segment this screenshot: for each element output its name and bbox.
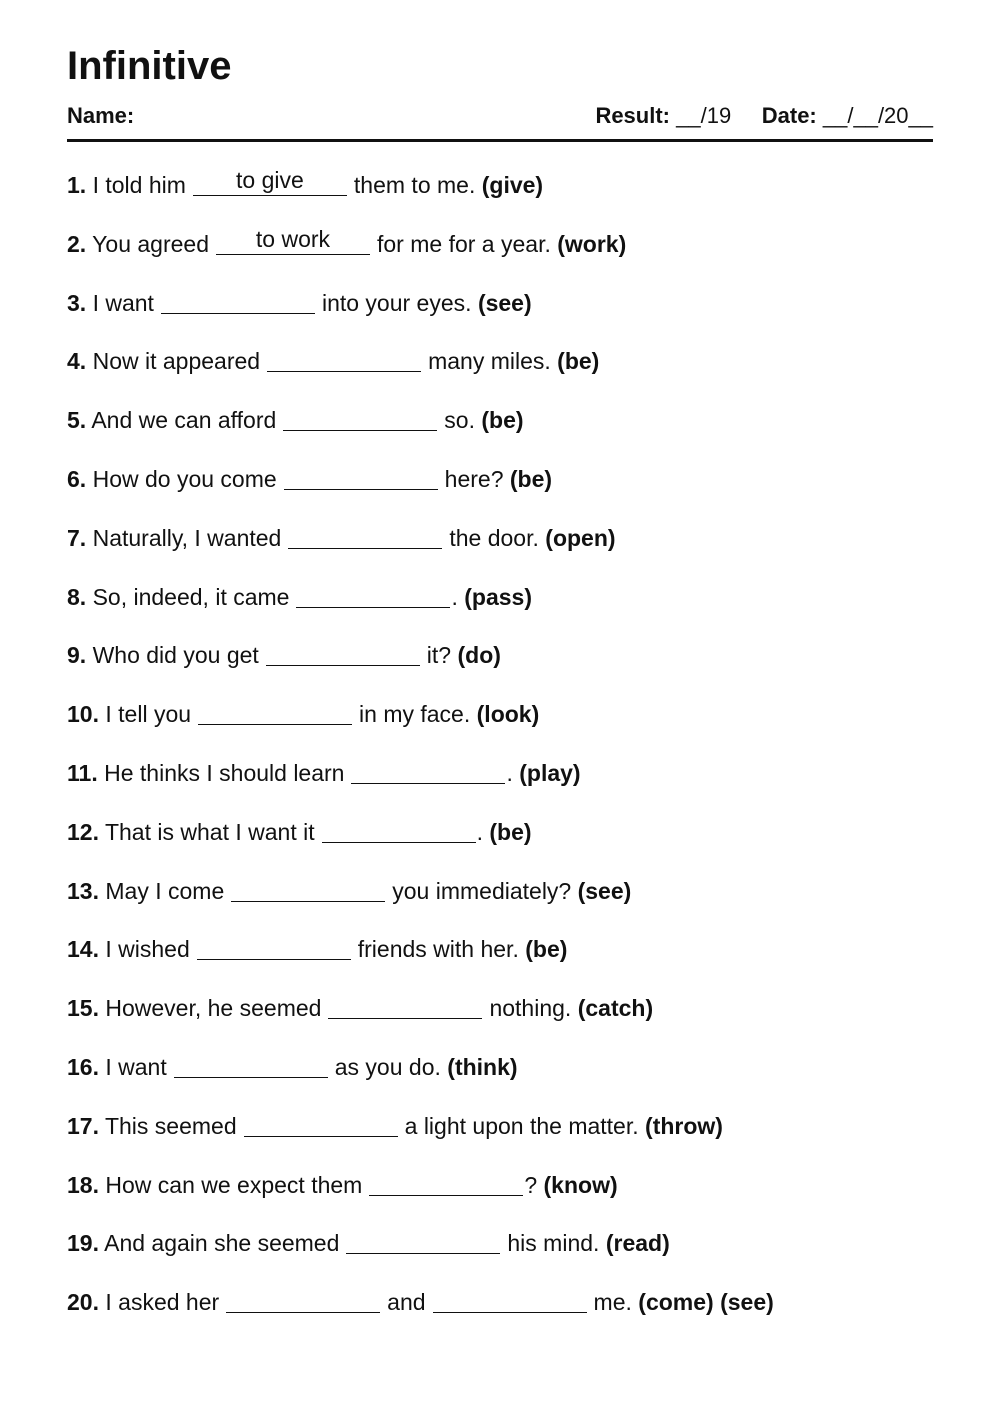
verb-hint: (be) <box>489 818 532 845</box>
question-text-before: How can we expect them <box>105 1171 363 1198</box>
question-text-before: However, he seemed <box>105 995 322 1022</box>
question-number: 7. <box>67 524 87 551</box>
question-text-after: as you do. <box>334 1053 441 1080</box>
question-text-before: I wished <box>105 936 190 963</box>
question-text-before: Who did you get <box>92 642 259 669</box>
answer-blank[interactable] <box>433 1288 587 1313</box>
answer-blank[interactable] <box>346 1229 500 1254</box>
question-text-before: This seemed <box>104 1112 237 1139</box>
question-text-after: me. <box>593 1289 632 1316</box>
question-number: 11. <box>67 759 98 786</box>
verb-hint: (give) <box>481 172 544 198</box>
question-number: 1. <box>67 172 87 198</box>
question-text-before: I tell you <box>105 701 192 728</box>
question-text-after: the door. <box>449 524 539 551</box>
result-label: Result: <box>595 103 670 128</box>
verb-hint: (be) <box>509 465 553 492</box>
answer-blank[interactable] <box>369 1171 523 1196</box>
question-item <box>67 1287 947 1346</box>
question-text-before: I told him <box>92 172 186 198</box>
question-item <box>67 1228 947 1287</box>
verb-hint: (see) <box>577 877 632 904</box>
verb-hint: (be) <box>557 348 600 375</box>
question-number: 14. <box>67 936 99 963</box>
answer-blank[interactable] <box>296 583 450 608</box>
question-item <box>67 699 947 758</box>
verb-hint: (throw) <box>645 1112 723 1139</box>
verb-hint: (be) <box>481 407 524 434</box>
question-number: 16. <box>67 1053 99 1080</box>
question-item <box>67 225 947 288</box>
question-text-before: Now it appeared <box>92 348 261 375</box>
answer-blank[interactable] <box>193 167 347 196</box>
question-number: 17. <box>67 1112 99 1139</box>
date-label: Date: <box>761 103 817 128</box>
verb-hint: (pass) <box>464 583 533 610</box>
question-item <box>67 640 947 699</box>
answer-blank[interactable] <box>283 406 437 431</box>
question-text-after: friends with her. <box>357 936 519 963</box>
question-item <box>67 167 947 229</box>
question-text-after: . <box>476 818 483 845</box>
answer-blank[interactable] <box>351 759 505 784</box>
question-item <box>67 876 947 935</box>
question-number: 9. <box>67 642 87 669</box>
name-label: Name: <box>67 103 135 128</box>
answer-blank[interactable] <box>198 700 352 725</box>
question-number: 13. <box>67 877 99 904</box>
verb-hint: (do) <box>457 642 501 669</box>
verb-hint: (know) <box>543 1171 618 1198</box>
question-item <box>67 993 947 1052</box>
question-text-after: . <box>451 583 458 610</box>
question-text-before: May I come <box>105 877 225 904</box>
answer-blank[interactable] <box>288 524 442 549</box>
question-number: 15. <box>67 995 99 1022</box>
question-text-before: I asked her <box>105 1289 220 1316</box>
question-text-after: ? <box>524 1171 538 1198</box>
answer-blank[interactable] <box>174 1053 328 1078</box>
question-number: 12. <box>67 818 99 845</box>
question-text-after: . <box>506 759 513 786</box>
question-text-after: so. <box>444 407 475 434</box>
verb-hint: (catch) <box>577 995 654 1022</box>
question-text-after: many miles. <box>428 348 551 375</box>
question-item <box>67 582 947 641</box>
answer-blank[interactable] <box>231 877 385 902</box>
question-text-after: his mind. <box>507 1230 600 1257</box>
question-item <box>67 288 947 347</box>
question-text-middle: and <box>387 1289 426 1316</box>
question-text-after: them to me. <box>353 172 476 198</box>
question-text-after: for me for a year. <box>377 230 551 257</box>
answer-blank[interactable] <box>267 347 421 372</box>
answer-blank[interactable] <box>161 289 315 314</box>
verb-hint: (work) <box>557 230 627 257</box>
answer-blank[interactable] <box>328 994 482 1019</box>
question-text-after: nothing. <box>489 995 572 1022</box>
question-item <box>67 346 947 405</box>
question-text-before: So, indeed, it came <box>92 583 290 610</box>
question-number: 18. <box>67 1171 99 1198</box>
question-text-before: He thinks I should learn <box>104 759 345 786</box>
answer-blank[interactable] <box>322 818 476 843</box>
verb-hint: (see) <box>477 289 532 316</box>
question-text-before: That is what I want it <box>104 818 315 845</box>
question-text-before: You agreed <box>92 230 209 257</box>
question-text-before: And we can afford <box>91 407 277 434</box>
question-item <box>67 934 947 993</box>
question-text-before: And again she seemed <box>104 1230 340 1257</box>
question-text-before: How do you come <box>92 465 277 492</box>
question-item <box>67 405 947 464</box>
answer-blank[interactable] <box>197 935 351 960</box>
question-list <box>67 167 947 1346</box>
question-number: 6. <box>67 465 87 492</box>
question-number: 2. <box>67 230 87 257</box>
verb-hint: (look) <box>476 701 540 728</box>
question-text-before: Naturally, I wanted <box>92 524 282 551</box>
result-value: __/19 <box>676 103 732 128</box>
question-text-after: it? <box>426 642 452 669</box>
answer-text: to work <box>255 225 331 252</box>
question-number: 4. <box>67 348 87 375</box>
result-date-group <box>595 103 933 129</box>
verb-hint: (think) <box>447 1053 518 1080</box>
question-item <box>67 1170 947 1229</box>
question-item <box>67 523 947 582</box>
question-item <box>67 1111 947 1170</box>
question-text-after: you immediately? <box>392 877 572 904</box>
question-item <box>67 758 947 817</box>
answer-blank[interactable] <box>284 465 438 490</box>
question-number: 19. <box>67 1230 99 1257</box>
question-number: 5. <box>67 407 87 434</box>
verb-hint: (come) (see) <box>638 1289 774 1316</box>
verb-hint: (read) <box>605 1230 670 1257</box>
date-value: __/__/20__ <box>822 103 933 128</box>
verb-hint: (play) <box>519 759 581 786</box>
question-text-before: I want <box>92 289 154 316</box>
question-text-after: into your eyes. <box>321 289 472 316</box>
question-item <box>67 464 947 523</box>
question-text-before: I want <box>105 1053 167 1080</box>
question-text-after: in my face. <box>359 701 471 728</box>
answer-blank[interactable] <box>244 1112 398 1137</box>
question-item <box>67 1052 947 1111</box>
answer-blank[interactable] <box>216 225 370 255</box>
question-number: 20. <box>67 1289 99 1316</box>
question-text-after: here? <box>444 465 504 492</box>
answer-text: to give <box>236 167 304 193</box>
verb-hint: (be) <box>525 936 568 963</box>
verb-hint: (open) <box>545 524 616 551</box>
page-title: Infinitive <box>67 44 232 88</box>
question-number: 8. <box>67 583 87 610</box>
question-item <box>67 817 947 876</box>
question-number: 10. <box>67 701 99 728</box>
answer-blank[interactable] <box>226 1288 380 1313</box>
answer-blank[interactable] <box>266 641 420 666</box>
question-text-after: a light upon the matter. <box>404 1112 639 1139</box>
header-divider <box>67 139 933 142</box>
question-number: 3. <box>67 289 87 316</box>
